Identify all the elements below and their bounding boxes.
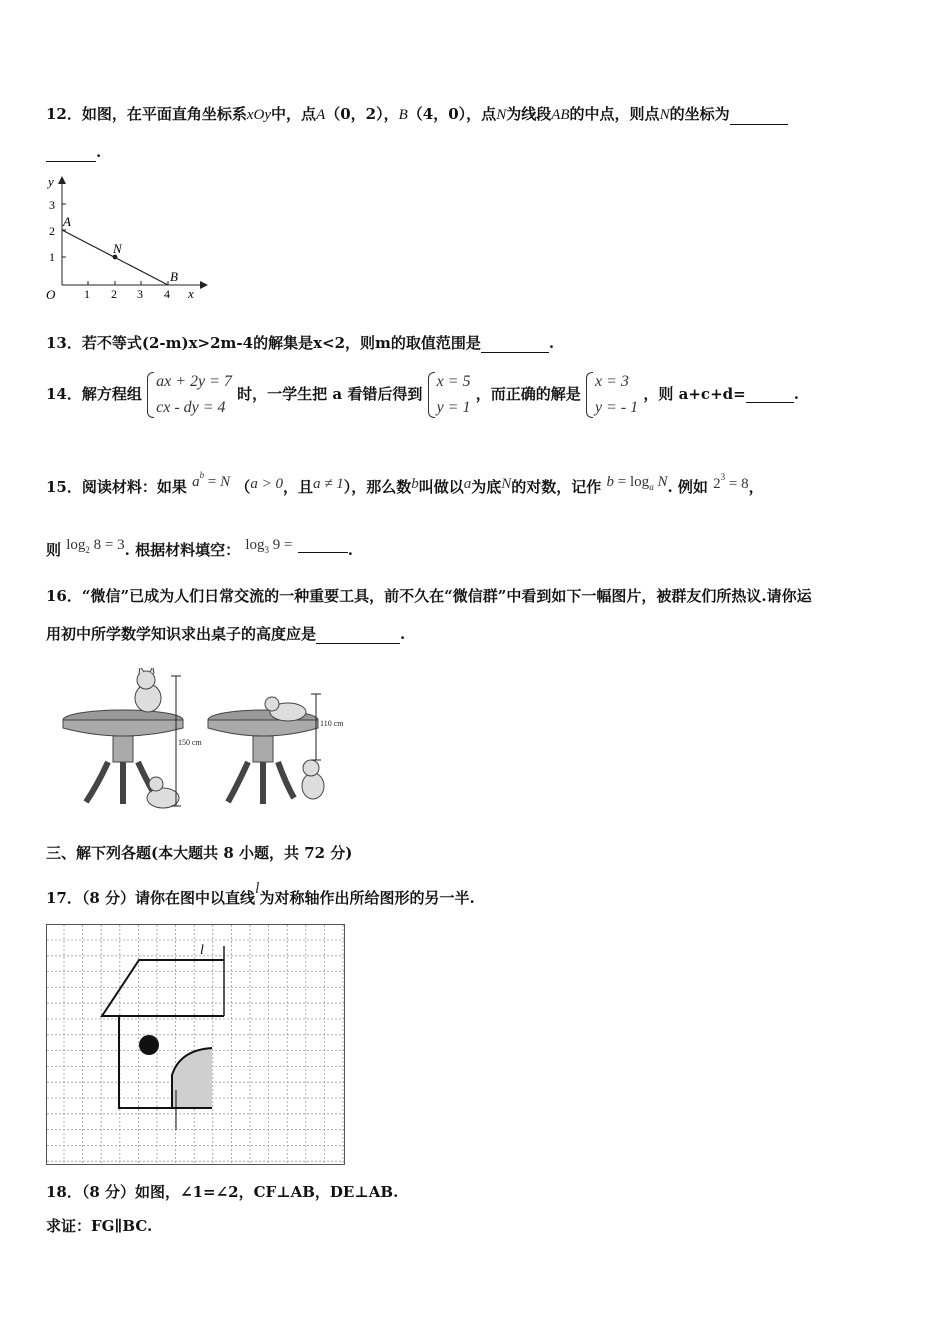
shaded-region bbox=[172, 1048, 212, 1108]
q18-proof: 求证：FG∥BC. bbox=[46, 1217, 153, 1235]
q12-line1: 12．如图，在平面直角坐标系xOy中，点A（0，2），B（4，0），点N为线段AB的中点，则点N的坐标为 bbox=[46, 104, 788, 125]
window-dot bbox=[139, 1035, 159, 1055]
x-tick-4: 4 bbox=[164, 287, 170, 301]
formula-power: $a^b = N$ bbox=[192, 470, 231, 490]
x-axis-label: x bbox=[188, 286, 194, 301]
label-110cm: 110 cm bbox=[320, 719, 344, 728]
answer-blank[interactable] bbox=[46, 147, 96, 162]
cat-standing-floor-icon bbox=[302, 760, 324, 799]
y-tick-1: 1 bbox=[49, 250, 55, 264]
cat-on-floor-icon bbox=[147, 777, 179, 808]
point-a-label: A bbox=[63, 214, 71, 229]
right-table bbox=[208, 710, 318, 804]
q16-line1: 16．“微信”已成为人们日常交流的一种重要工具，前不久在“微信群”中看到如下一幅图片，被群友们所热议.请你运 bbox=[46, 587, 812, 605]
label-150cm: 150 cm bbox=[178, 738, 202, 747]
formula-question-log: $\log_3 9$ = bbox=[245, 537, 293, 555]
x-tick-3: 3 bbox=[137, 287, 143, 301]
symmetry-line-label: l bbox=[200, 943, 204, 958]
section-3-title: 三、解下列各题(本大题共 8 小题，共 72 分) bbox=[46, 844, 353, 862]
q13: 13．若不等式(2-m)x>2m-4的解集是x<2，则m的取值范围是 . bbox=[46, 334, 555, 352]
q15-line2: 则 $\log_2 8 = 3$. 根据材料填空： $\log_3 9$ = . bbox=[46, 537, 353, 559]
point-n-label: N bbox=[113, 241, 122, 256]
formula-example-power: $2^3 = 8$ bbox=[713, 472, 749, 492]
tables-with-cats-illustration bbox=[58, 668, 368, 813]
answer-blank[interactable] bbox=[298, 538, 348, 553]
answer-blank[interactable] bbox=[730, 110, 788, 125]
x-tick-2: 2 bbox=[111, 287, 117, 301]
symmetry-grid-figure bbox=[46, 920, 346, 1168]
answer-blank[interactable] bbox=[316, 629, 400, 644]
formula-log-definition: $b = \log_a N$ bbox=[606, 474, 668, 492]
y-tick-2: 2 bbox=[49, 224, 55, 238]
y-axis-label: y bbox=[48, 174, 54, 189]
x-tick-1: 1 bbox=[84, 287, 90, 301]
equation-system: ax + 2y = 7 cx - dy = 4 bbox=[147, 369, 232, 421]
q12-line2: . bbox=[46, 142, 101, 162]
q17: 17．（8 分）请你在图中以直线l为对称轴作出所给图形的另一半. bbox=[46, 880, 475, 907]
wrong-solution: x = 5 y = 1 bbox=[428, 369, 471, 421]
formula-example-log: $\log_2 8 = 3$ bbox=[66, 537, 125, 555]
y-tick-3: 3 bbox=[49, 198, 55, 212]
origin-label: O bbox=[46, 287, 56, 302]
q12-coordinate-graph bbox=[40, 170, 210, 305]
q16-line2: 用初中所学数学知识求出桌子的高度应是 . bbox=[46, 625, 406, 643]
q15-line1: 15．阅读材料：如果 $a^b = N$ （a > 0，且a ≠ 1），那么数b叫做以a为底N的对数，记作 $b = \log_a N$. 例如 $2^3 = 8$， bbox=[46, 470, 764, 496]
cat-on-table-icon bbox=[135, 668, 161, 712]
correct-solution: x = 3 y = - 1 bbox=[586, 369, 638, 421]
q18: 18．（8 分）如图，∠1=∠2，CF⊥AB，DE⊥AB. bbox=[46, 1183, 399, 1201]
point-b-label: B bbox=[170, 269, 178, 284]
q14: 14．解方程组 ax + 2y = 7 cx - dy = 4 时，一学生把 a 看错后得到 x = 5 y = 1 ，而正确的解是 x = 3 y = - 1 ，则 a+c+d= . bbox=[46, 366, 799, 422]
answer-blank[interactable] bbox=[746, 388, 794, 403]
answer-blank[interactable] bbox=[481, 338, 549, 353]
